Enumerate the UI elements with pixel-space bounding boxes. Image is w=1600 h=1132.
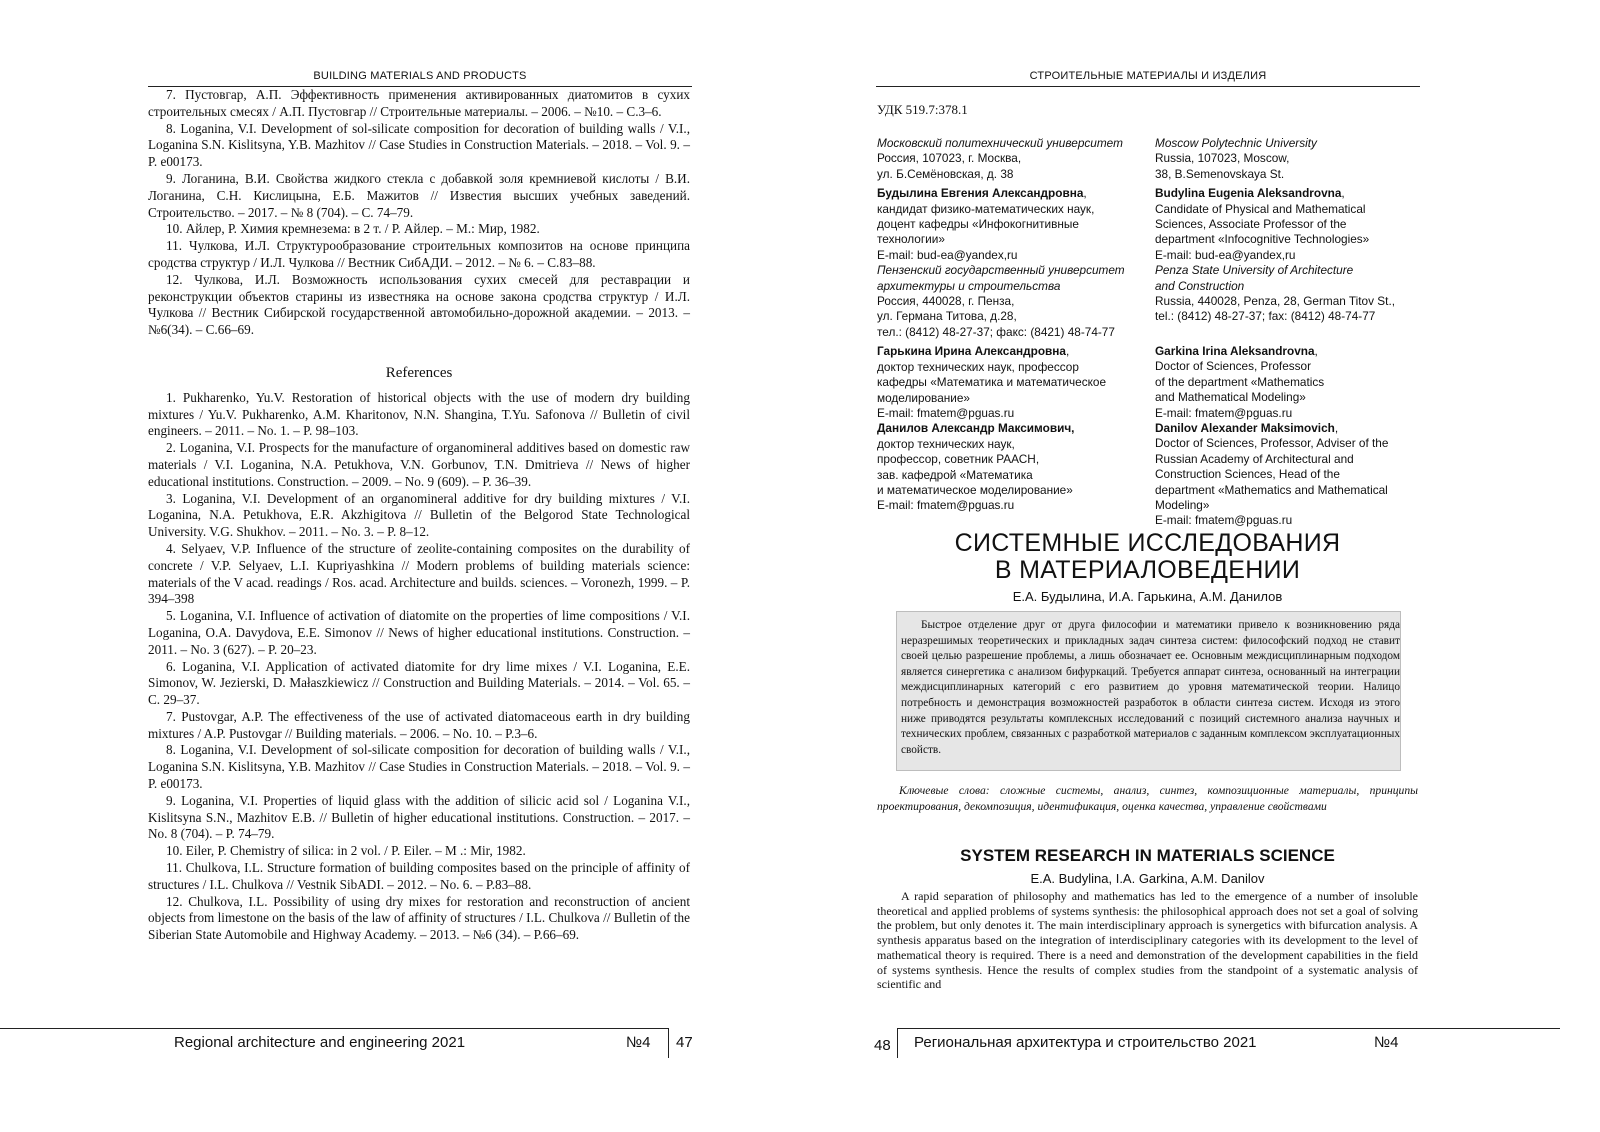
author-email: E-mail: fmatem@pguas.ru xyxy=(1155,405,1293,420)
author-position: Doctor of Sciences, Professor xyxy=(1155,359,1312,374)
running-header: BUILDING MATERIALS AND PRODUCTS xyxy=(313,70,527,82)
author-email: E-mail: bud-ea@yandex,ru xyxy=(877,247,1018,262)
reference-item: 2. Loganina, V.I. Prospects for the manufacture of organomineral additives based on domestic raw materials / V.I. Loganina, N.A. Petukhova, V.N. Gorbunov, T.N. Dmitrieva // News of higher educational institutions. Construction. – 2009. – No. 9 (609). – P. 36–39. xyxy=(148,440,690,489)
page-number: 47 xyxy=(676,1034,693,1051)
reference-item: 3. Loganina, V.I. Development of an organomineral additive for dry building mixtures / V.I. Loganina, N.A. Petukhova, E.R. Akzhigitova // Bulletin of the Belgorod State Technological University. V.G. Shukhov. – 2011. – No. 3. – P. 8–12. xyxy=(148,490,690,540)
references-heading: References xyxy=(385,364,453,381)
footer-journal-title: Regional architecture and engineering 2021 xyxy=(174,1034,466,1051)
affiliations-english xyxy=(1155,136,1420,529)
author-position: кандидат физико-математических наук, xyxy=(877,201,1095,216)
address-line: ул. Германа Титова, д.28, xyxy=(877,309,1017,324)
address-line: Россия, 440028, г. Пенза, xyxy=(877,294,1015,309)
reference-item: 7. Pustovgar, A.P. The effectiveness of the use of activated diatomaceous earth in dry building mixtures / A.P. Pustovgar // Building materials. – 2006. – No. 10. – P.3–6. xyxy=(148,708,690,741)
author-position: and Mathematical Modeling» xyxy=(1155,390,1306,405)
reference-item: 11. Chulkova, I.L. Structure formation of building composites based on the principle of affinity of structures / I.L. Chulkova // Vestnik SibADI. – 2012. – No. 6. – P.83–88. xyxy=(148,860,690,892)
author-position: department «Infocognitive Technologies» xyxy=(1155,232,1370,247)
university-name: архитектуры и строительства xyxy=(877,278,1061,293)
university-name: and Construction xyxy=(1155,278,1245,293)
author-position: Doctor of Sciences, Professor, Adviser of the xyxy=(1155,436,1389,451)
address-line: Russia, 440028, Penza, 28, German Titov St., xyxy=(1155,294,1395,309)
author-name: Danilov Alexander Maksimovich, xyxy=(1155,420,1339,435)
university-name: Московский политехнический университет xyxy=(877,136,1123,150)
address-line: ул. Б.Семёновская, д. 38 xyxy=(877,166,1014,181)
reference-item: 8. Loganina, V.I. Development of sol-silicate composition for decoration of building walls / V.I., Loganina S.N. Kislitsyna, Y.B. Mazhitov // Case Studies in Construction Materials. – 2018. – Vol. 9. – P. e00173. xyxy=(148,742,690,792)
phone-line: tel.: (8412) 48-27-37; fax: (8412) 48-74-77 xyxy=(1155,309,1376,324)
reference-item: 9. Логанина, В.И. Свойства жидкого стекла с добавкой золя кремниевой кислоты / В.И. Логанина, С.Н. Кислицына, Е.Б. Мажитов // Известия высших учебных заведений. Строительство. – 2017. – № 8 (704). – С. 74–79. xyxy=(148,170,690,220)
page-number: 48 xyxy=(874,1037,891,1054)
author-position: доцент кафедры «Инфокогнитивные xyxy=(877,217,1079,232)
reference-item: 12. Chulkova, I.L. Possibility of using dry mixes for restoration and reconstruction of ancient objects from limestone on the basis of the law of affinity of structures / I.L. Chulkova // Bulletin of the Siberian State Automobile and Highway Academy. – 2013. – №6 (34). – P.66–69. xyxy=(148,893,690,943)
author-position: профессор, советник РААСН, xyxy=(877,452,1040,467)
running-header: СТРОИТЕЛЬНЫЕ МАТЕРИАЛЫ И ИЗДЕЛИЯ xyxy=(1029,70,1267,82)
author-position: Sciences, Associate Professor of the xyxy=(1155,217,1347,232)
reference-item: 8. Loganina, V.I. Development of sol-silicate composition for decoration of building walls / V.I., Loganina S.N. Kislitsyna, Y.B. Mazhitov // Case Studies in Construction Materials. – 2018. – Vol. 9. – P. e00173. xyxy=(148,120,690,170)
article-title-english: SYSTEM RESEARCH IN MATERIALS SCIENCE xyxy=(960,846,1335,865)
author-position: зав. кафедрой «Математика xyxy=(877,467,1033,482)
title-line: СИСТЕМНЫЕ ИССЛЕДОВАНИЯ xyxy=(954,529,1341,557)
university-name: Penza State University of Architecture xyxy=(1155,263,1354,278)
author-name: Garkina Irina Aleksandrovna, xyxy=(1155,343,1318,358)
author-position: Construction Sciences, Head of the xyxy=(1155,467,1340,482)
udc-code: УДК 519.7:378.1 xyxy=(877,102,968,117)
author-position: технологии» xyxy=(877,232,945,247)
footer-divider xyxy=(668,1028,669,1058)
reference-item: 10. Eiler, P. Chemistry of silica: in 2 vol. / P. Eiler. – M .: Mir, 1982. xyxy=(166,843,526,859)
reference-item: 5. Loganina, V.I. Influence of activation of diatomite on the properties of lime compositions / V.I. Loganina, O.A. Davydova, E.E. Simonov // News of higher educational institutions. Construction. – 2011. – No. 3 (627). – P. 20–23. xyxy=(148,608,690,657)
authors-russian: Е.А. Будылина, И.А. Гарькина, А.М. Данилов xyxy=(1012,589,1283,604)
author-position: моделирование» xyxy=(877,390,970,405)
footer-rule xyxy=(897,1028,1560,1029)
reference-item: 10. Айлер, Р. Химия кремнезема: в 2 т. / Р. Айлер. – М.: Мир, 1982. xyxy=(166,221,540,237)
reference-list xyxy=(148,87,690,944)
author-position: Candidate of Physical and Mathematical xyxy=(1155,201,1366,216)
phone-line: тел.: (8412) 48-27-37; факс: (8421) 48-74-77 xyxy=(877,324,1115,339)
university-name: Moscow Polytechnic University xyxy=(1155,136,1317,150)
reference-item: 1. Pukharenko, Yu.V. Restoration of historical objects with the use of modern dry building mixtures / Yu.V. Pukharenko, A.M. Kharitonov, N.N. Shangina, T.Yu. Safonova // Bulletin of civil engineers. – 2011. – No. 1. – P. 98–103. xyxy=(148,389,690,439)
keywords-russian: Ключевые слова: сложные системы, анализ, синтез, композиционные материалы, принципы проектирования, декомпозиция, идентификация, оценка качества, управление свойствами xyxy=(877,784,1418,813)
author-position: Modeling» xyxy=(1155,497,1210,512)
address-line: Russia, 107023, Moscow, xyxy=(1155,151,1290,166)
address-line: Россия, 107023, г. Москва, xyxy=(877,151,1022,166)
reference-item: 12. Чулкова, И.Л. Возможность использования сухих смесей для реставрации и реконструкции объектов старины из известняка на основе закона сродства структур / И.Л. Чулкова // Вестник Сибирской государственной автомобильно-дорожной академии. – 2013. – №6(34). – С.66–69. xyxy=(148,271,690,338)
title-line: В МАТЕРИАЛОВЕДЕНИИ xyxy=(994,556,1301,584)
affiliations-russian xyxy=(877,136,1147,514)
abstract-english: A rapid separation of philosophy and mathematics has led to the emergence of a number of insoluble theoretical and applied problems of systems synthesis: the philosophical approach does not set a goal of solving the problem, but only denotes it. The main interdisciplinary approach is synergetics with bifurcation analysis. A synthesis apparatus based on the integration of interdisciplinary categories with its development to the level of mathematical theory is required. There is a need and demonstration of the development capabilities in the field of systems synthesis. Hence the results of complex studies from the standpoint of a systematic analysis of scientific and xyxy=(877,889,1418,992)
author-name: Будылина Евгения Александровна, xyxy=(877,186,1087,201)
author-name: Данилов Александр Максимович, xyxy=(877,421,1075,436)
authors-english: E.A. Budylina, I.A. Garkina, A.M. Danilov xyxy=(1030,871,1265,886)
footer-divider xyxy=(897,1028,898,1058)
reference-item: 11. Чулкова, И.Л. Структурообразование строительных композитов на основе принципа сродства структур / И.Л. Чулкова // Вестник СибАДИ. – 2012. – № 6. – С.83–88. xyxy=(148,238,690,270)
author-position: доктор технических наук, профессор xyxy=(877,359,1079,374)
reference-item: 4. Selyaev, V.P. Influence of the structure of zeolite-containing composites on the durability of concrete / V.P. Selyaev, L.I. Kupriyashkina // Modern problems of building materials science: materials of the V acad. readings / Ros. acad. Architecture and builds. sciences. – Voronezh, 1999. – P. 394–398 xyxy=(148,540,690,607)
address-line: 38, B.Semenovskaya St. xyxy=(1155,166,1285,181)
author-name: Budylina Eugenia Aleksandrovna, xyxy=(1155,186,1345,201)
reference-item: 9. Loganina, V.I. Properties of liquid glass with the addition of silicic acid sol / Loganina V.I., Kislitsyna S.N., Mazhitov E.B. // Bulletin of higher educational institutions. Construction. – 2017. – No. 8 (704). – P. 74–79. xyxy=(148,792,690,842)
author-position: of the department «Mathematics xyxy=(1155,374,1325,389)
author-email: E-mail: fmatem@pguas.ru xyxy=(877,498,1015,513)
header-rule xyxy=(876,86,1420,87)
author-position: кафедры «Математика и математическое xyxy=(877,375,1107,390)
author-email: E-mail: fmatem@pguas.ru xyxy=(877,405,1015,420)
abstract-russian: Быстрое отделение друг от друга философии и математики привело к возникновению ряда неразрешимых теоретических и прикладных задач синтеза систем: философский подход не ставит своей целью разрешение проблемы, а лишь обозначает ее. Основным междисциплинарным подходом является синергетика с анализом бифуркаций. Требуется аппарат синтеза, основанный на интеграции междисциплинарных категорий с его развитием до уровня математической теории. Налицо потребность и демонстрация возможностей разработок в области синтеза систем. Исходя из этого ниже приводятся результаты комплексных исследований с позиций системного анализа научных и технических проблем, связанных с разработкой материалов с заданным комплексом эксплуатационных свойств. xyxy=(901,619,1400,756)
article-title-russian xyxy=(877,530,1418,584)
author-position: и математическое моделирование» xyxy=(877,482,1073,497)
footer-rule xyxy=(0,1028,668,1029)
author-email: E-mail: bud-ea@yandex,ru xyxy=(1155,247,1296,262)
footer-issue: №4 xyxy=(626,1034,651,1051)
author-position: доктор технических наук, xyxy=(877,436,1015,451)
author-email: E-mail: fmatem@pguas.ru xyxy=(1155,513,1293,528)
author-position: Russian Academy of Architectural and xyxy=(1155,451,1354,466)
references-english xyxy=(148,390,690,944)
author-position: department «Mathematics and Mathematical xyxy=(1155,482,1388,497)
footer-issue: №4 xyxy=(1374,1034,1399,1051)
reference-item: 7. Пустовгар, А.П. Эффективность применения активированных диатомитов в сухих строительных смесях / А.П. Пустовгар // Строительные материалы. – 2006. – №10. – С.3–6. xyxy=(148,87,690,119)
reference-item: 6. Loganina, V.I. Application of activated diatomite for dry lime mixes / V.I. Loganina, E.E. Simonov, W. Jezierski, D. Małaszkiewicz // Construction and Building Materials. – 2014. – Vol. 65. – C. 29–37. xyxy=(148,658,690,708)
abstract-russian-box xyxy=(896,611,1401,771)
references-russian xyxy=(148,87,690,339)
university-name: Пензенский государственный университет xyxy=(877,263,1125,278)
footer-journal-title: Региональная архитектура и строительство 2021 xyxy=(914,1034,1257,1051)
author-name: Гарькина Ирина Александровна, xyxy=(877,344,1070,359)
